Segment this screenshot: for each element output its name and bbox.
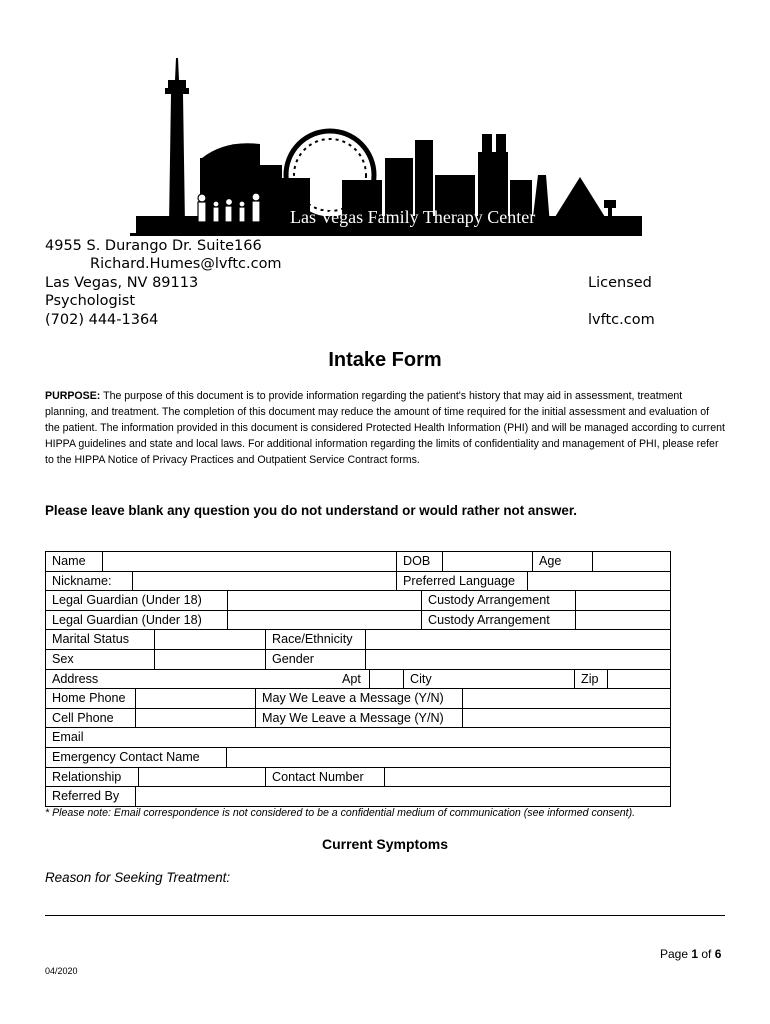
purpose-text: The purpose of this document is to provide information regarding the patient's history that may aid in assessment, treatment planning, and treatment. The completion of this document may reduce the amount of time required for the initial assessment and evaluation of the patient. The information provided in this document is considered Protected Health Information (PHI) and will be managed according to current HIPPA guidelines and state and local laws. For additional information regarding the limits of confidentiality and management of PHI, please refer to the HIPPA Notice of Privacy Practices and Outpatient Service Contract forms. — [45, 390, 725, 466]
emergency-contact-input[interactable] — [227, 748, 670, 767]
race-input[interactable] — [366, 630, 670, 649]
guardian-1-input[interactable] — [228, 591, 422, 610]
website-text: lvftc.com — [588, 312, 655, 328]
address-label: Address — [52, 671, 99, 686]
address-line-2: Las Vegas, NV 89113 — [45, 275, 199, 291]
guardian-2-input[interactable] — [228, 611, 422, 630]
address-line-1: 4955 S. Durango Dr. Suite166 — [45, 238, 262, 254]
email-text: Richard.Humes@lvftc.com — [90, 256, 282, 272]
gender-input[interactable] — [366, 650, 670, 669]
reason-answer-line[interactable] — [45, 915, 725, 916]
custody-1-input[interactable] — [576, 591, 670, 610]
leave-message-2-input[interactable] — [463, 709, 670, 728]
contact-number-label: Contact Number — [266, 768, 385, 787]
custody-2-input[interactable] — [576, 611, 670, 630]
nickname-input[interactable] — [133, 572, 397, 591]
preferred-language-label: Preferred Language — [397, 572, 528, 591]
emergency-contact-label: Emergency Contact Name — [46, 748, 227, 767]
logo — [130, 40, 642, 238]
leave-message-1-label: May We Leave a Message (Y/N) — [256, 689, 463, 708]
address-input[interactable] — [106, 670, 336, 689]
zip-label: Zip — [575, 670, 608, 689]
page-number: Page 1 of 6 — [660, 947, 722, 961]
purpose-label: PURPOSE: — [45, 390, 101, 402]
nickname-label: Nickname: — [46, 572, 133, 591]
referred-by-input[interactable] — [136, 787, 670, 806]
sex-label: Sex — [46, 650, 155, 669]
zip-input[interactable] — [608, 670, 670, 689]
age-label: Age — [533, 552, 593, 571]
dob-label: DOB — [397, 552, 443, 571]
relationship-input[interactable] — [139, 768, 266, 787]
custody-1-label: Custody Arrangement — [422, 591, 576, 610]
email-input[interactable] — [106, 728, 670, 747]
apt-label: Apt — [336, 670, 370, 689]
guardian-1-label: Legal Guardian (Under 18) — [46, 591, 228, 610]
purpose-paragraph — [45, 388, 725, 468]
guardian-2-label: Legal Guardian (Under 18) — [46, 611, 228, 630]
name-input[interactable] — [103, 552, 397, 571]
name-label: Name — [46, 552, 103, 571]
email-note: * Please note: Email correspondence is not considered to be a confidential medium of communication (see informed consent). — [45, 807, 636, 819]
blank-note: Please leave blank any question you do not understand or would rather not answer. — [45, 503, 578, 518]
race-label: Race/Ethnicity — [266, 630, 366, 649]
leave-message-1-input[interactable] — [463, 689, 670, 708]
phone-text: (702) 444-1364 — [45, 312, 159, 328]
relationship-label: Relationship — [46, 768, 139, 787]
city-label: City — [410, 671, 432, 686]
revision-date: 04/2020 — [45, 966, 78, 976]
age-input[interactable] — [593, 552, 670, 571]
contact-number-input[interactable] — [385, 768, 670, 787]
marital-status-input[interactable] — [155, 630, 266, 649]
home-phone-label: Home Phone — [46, 689, 136, 708]
gender-label: Gender — [266, 650, 366, 669]
apt-input[interactable] — [370, 670, 404, 689]
reason-label: Reason for Seeking Treatment: — [45, 870, 231, 885]
intake-form-table — [45, 551, 671, 807]
dob-input[interactable] — [443, 552, 533, 571]
marital-status-label: Marital Status — [46, 630, 155, 649]
role-psychologist: Psychologist — [45, 293, 136, 309]
symptoms-heading: Current Symptoms — [321, 836, 449, 852]
logo-title: Las Vegas Family Therapy Center — [290, 207, 536, 227]
page-title: Intake Form — [328, 349, 442, 371]
cell-phone-label: Cell Phone — [46, 709, 136, 728]
email-label: Email — [52, 730, 84, 745]
custody-2-label: Custody Arrangement — [422, 611, 576, 630]
referred-by-label: Referred By — [46, 787, 136, 806]
sex-input[interactable] — [155, 650, 266, 669]
city-input[interactable] — [444, 670, 575, 689]
leave-message-2-label: May We Leave a Message (Y/N) — [256, 709, 463, 728]
cell-phone-input[interactable] — [136, 709, 256, 728]
preferred-language-input[interactable] — [528, 572, 670, 591]
role-licensed: Licensed — [588, 275, 652, 291]
home-phone-input[interactable] — [136, 689, 256, 708]
